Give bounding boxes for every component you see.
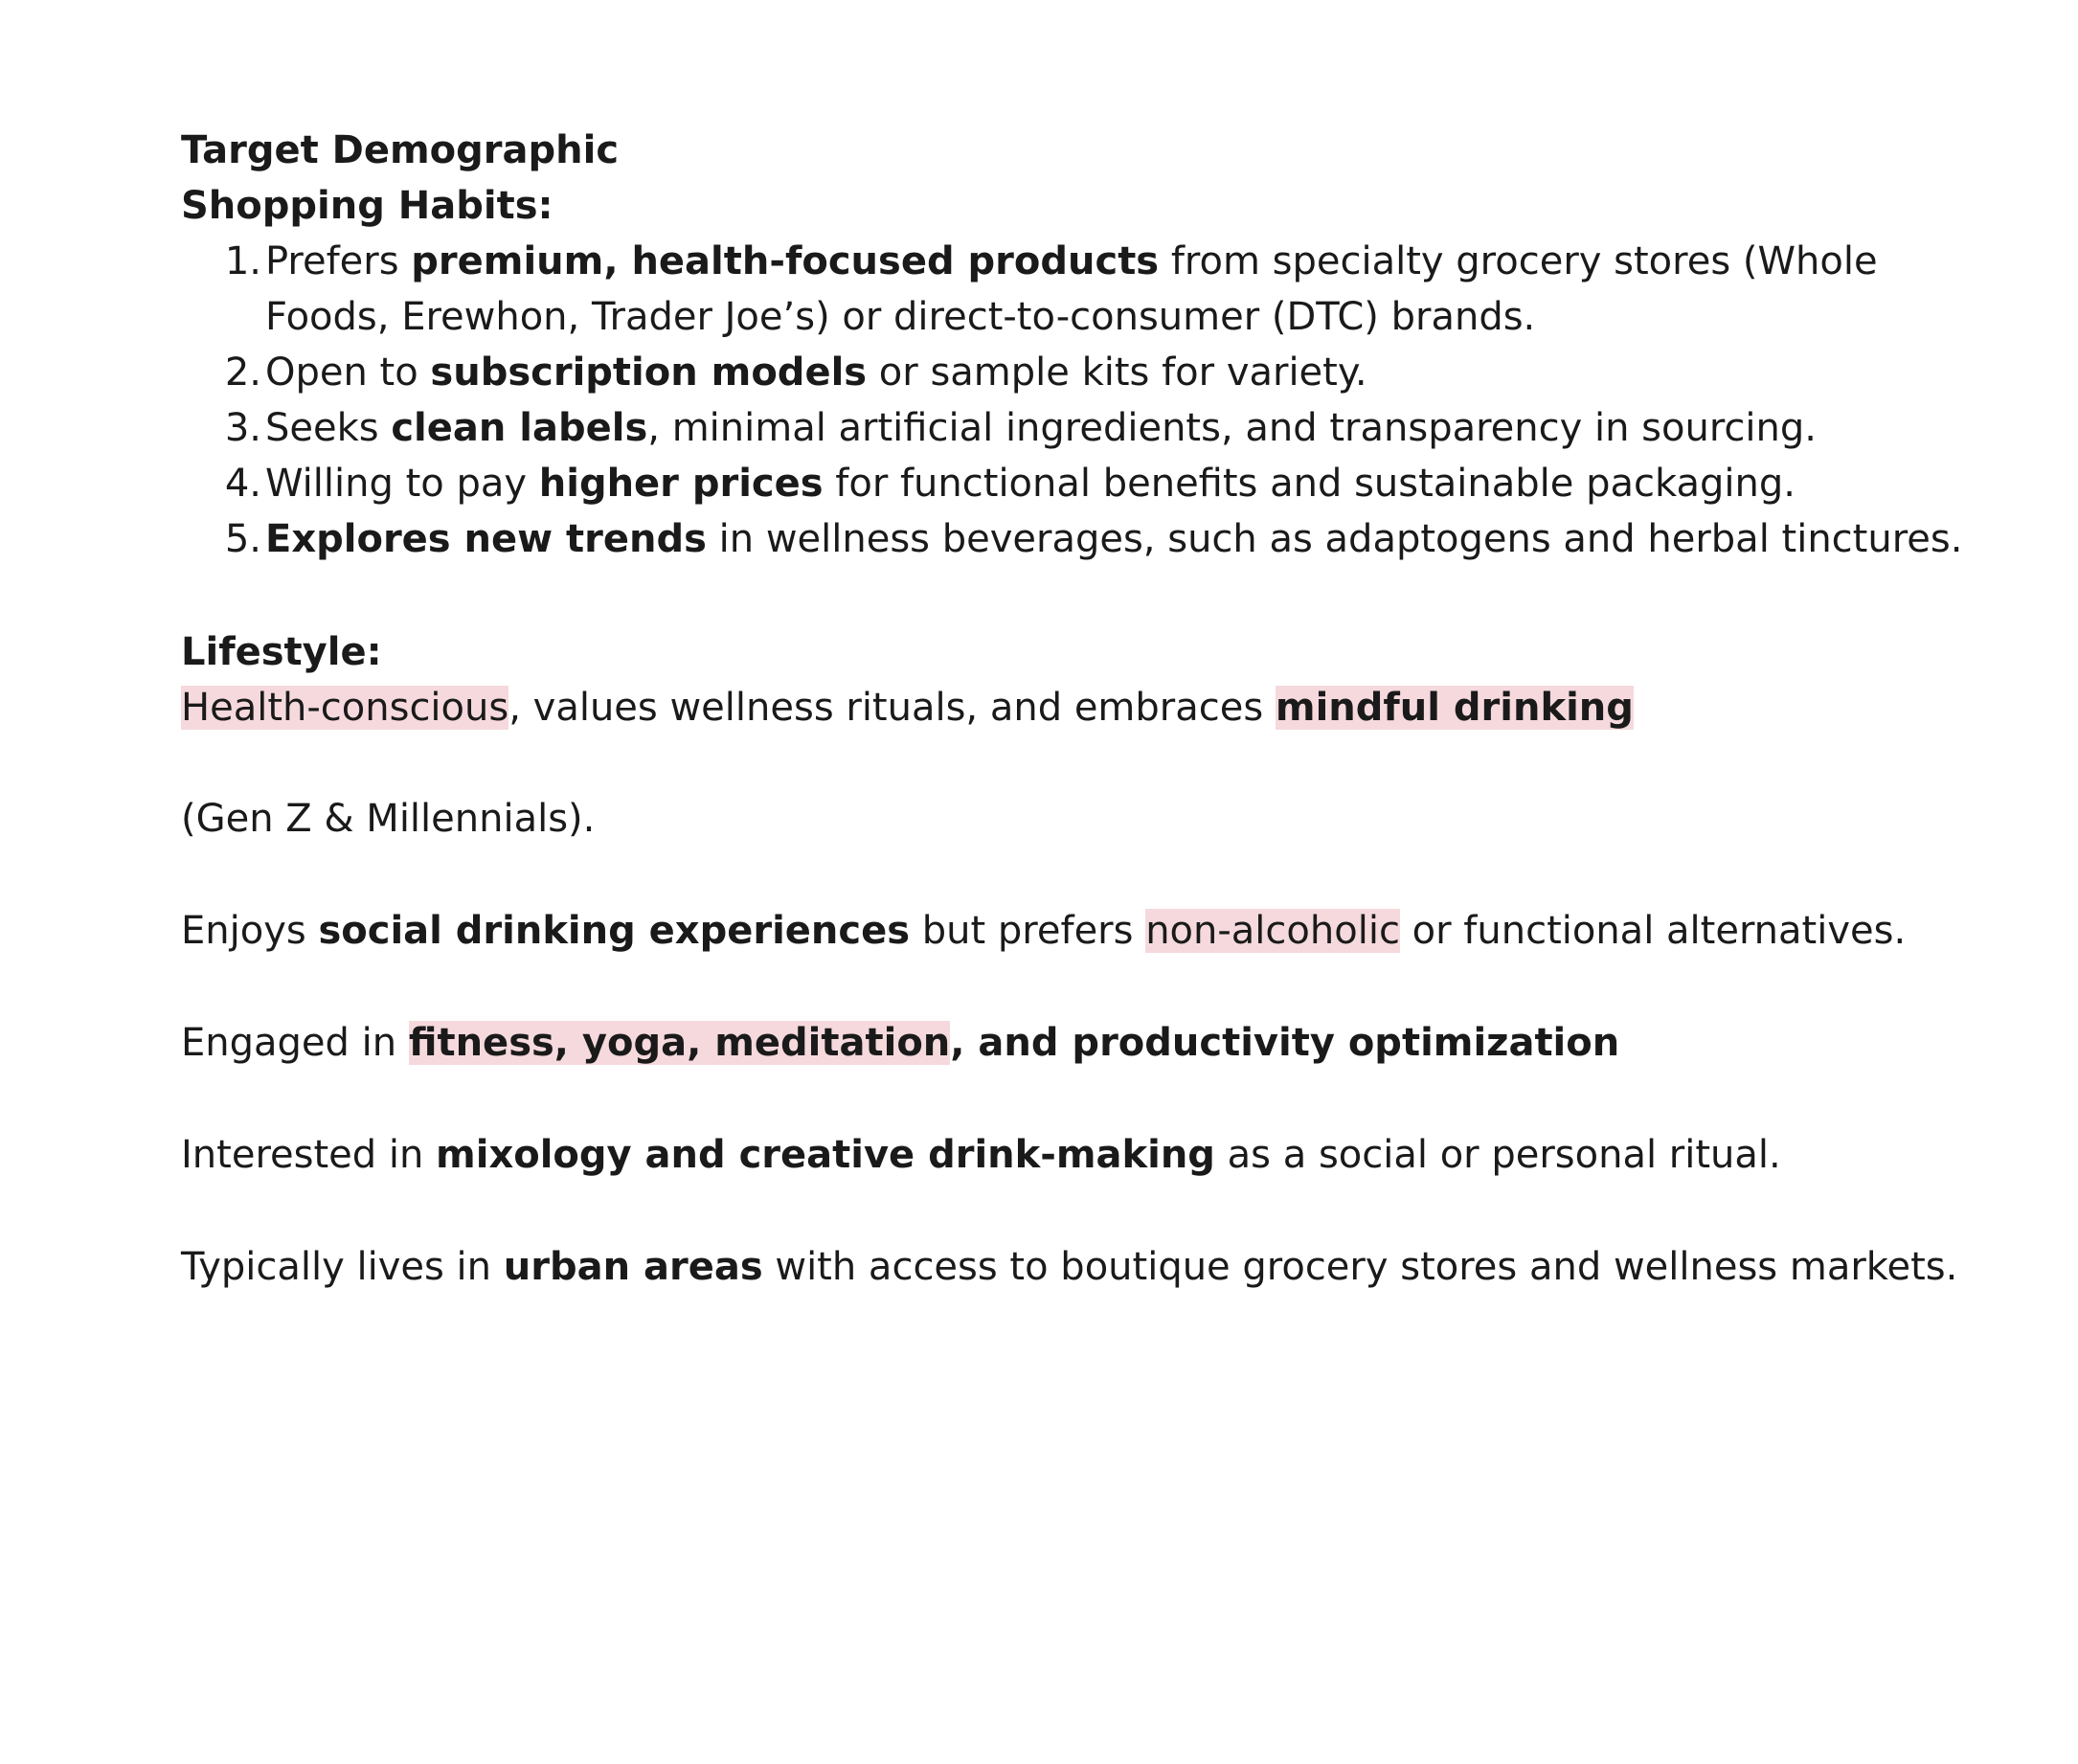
list-number: 3. xyxy=(224,406,261,450)
list-number: 5. xyxy=(224,517,261,561)
list-text: in wellness beverages, such as adaptogens and herbal tinctures. xyxy=(706,517,1963,561)
lifestyle-paragraph-2: (Gen Z & Millennials). xyxy=(181,797,596,841)
paragraph-text: with access to boutique grocery stores and wellness markets. xyxy=(762,1245,1958,1289)
list-text: Willing to pay xyxy=(265,462,539,506)
bold-text: mixology and creative drink-making xyxy=(436,1133,1215,1177)
list-bold-text: subscription models xyxy=(430,351,868,395)
list-text: Foods, Erewhon, Trader Joe’s) or direct-to-consumer (DTC) brands. xyxy=(265,295,1536,339)
lifestyle-paragraph-1 xyxy=(181,680,1634,735)
list-text: Prefers xyxy=(265,239,412,283)
list-text: Seeks xyxy=(265,406,392,450)
lifestyle-paragraph-5 xyxy=(181,1127,1781,1183)
lifestyle-title: Lifestyle: xyxy=(181,630,382,674)
lifestyle-paragraph-6 xyxy=(181,1239,1957,1295)
list-text: or sample kits for variety. xyxy=(867,351,1367,395)
list-text: for functional benefits and sustainable packaging. xyxy=(823,462,1796,506)
paragraph-text: , values wellness rituals, and embraces xyxy=(508,686,1276,730)
lifestyle-paragraph-3 xyxy=(181,903,1906,959)
list-number: 2. xyxy=(224,351,261,395)
highlighted-text: Health-conscious xyxy=(181,686,509,730)
list-bold-text: higher prices xyxy=(538,462,824,506)
paragraph-text: as a social or personal ritual. xyxy=(1214,1133,1781,1177)
list-bold-text: clean labels xyxy=(391,406,648,450)
paragraph-text: Enjoys xyxy=(181,909,319,953)
paragraph-text: or functional alternatives. xyxy=(1399,909,1907,953)
list-bold-text: Explores new trends xyxy=(265,517,707,561)
paragraph-text: Interested in xyxy=(181,1133,437,1177)
list-number: 1. xyxy=(224,239,261,283)
list-text: from specialty grocery stores (Whole xyxy=(1159,239,1878,283)
list-bold-text: premium, health-focused products xyxy=(411,239,1160,283)
document-heading: Target Demographic xyxy=(181,128,620,172)
shopping-habits-title: Shopping Habits: xyxy=(181,184,553,228)
paragraph-text: Typically lives in xyxy=(181,1245,504,1289)
bold-text: urban areas xyxy=(503,1245,763,1289)
highlighted-bold-text: fitness, yoga, meditation xyxy=(408,1021,951,1065)
lifestyle-paragraph-4 xyxy=(181,1015,1619,1071)
bold-text: , and productivity optimization xyxy=(950,1021,1620,1065)
highlighted-text: non-alcoholic xyxy=(1145,909,1400,953)
list-text: Open to xyxy=(265,351,431,395)
paragraph-text: Engaged in xyxy=(181,1021,409,1065)
list-text: , minimal artificial ingredients, and transparency in sourcing. xyxy=(647,406,1817,450)
highlighted-bold-text: mindful drinking xyxy=(1275,686,1634,730)
bold-text: social drinking experiences xyxy=(318,909,911,953)
list-number: 4. xyxy=(224,462,261,506)
paragraph-text: but prefers xyxy=(910,909,1146,953)
